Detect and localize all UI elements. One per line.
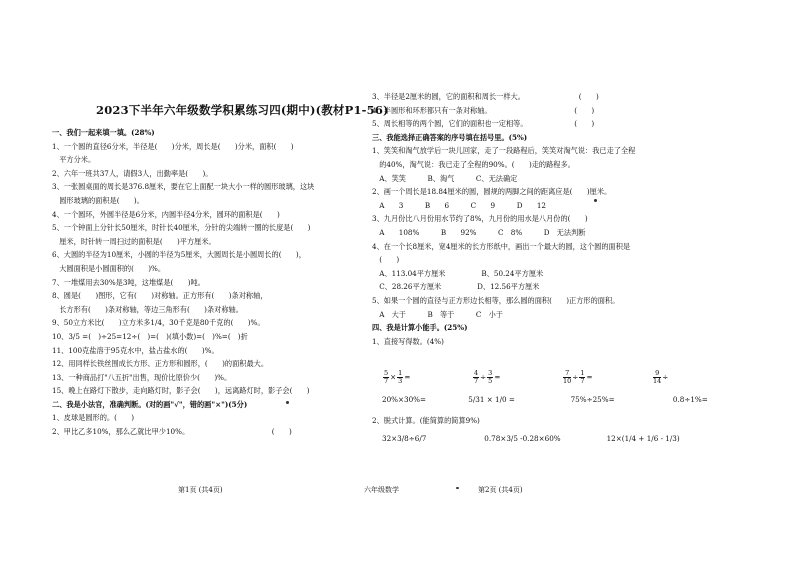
- left-question-line: 8、圆是( )图形，它有( )对称轴。正方形有( )条对称轴，: [52, 291, 268, 301]
- operator: ×: [390, 372, 397, 382]
- fraction: [579, 370, 585, 385]
- fraction: [473, 370, 479, 385]
- fraction-expression: [472, 370, 562, 385]
- footer-subject: 六年级数学: [364, 486, 399, 494]
- right-question-line: 4、半圆形和环形都只有一条对称轴。 ( ): [372, 105, 595, 115]
- right-question-line: 三、我能选择正确答案的序号填在括号里。(5%): [372, 132, 528, 142]
- fraction: [563, 370, 571, 385]
- fraction-expression: [562, 370, 652, 385]
- direct-calc-4: 0.8÷1%=: [672, 395, 708, 404]
- left-column: [52, 128, 370, 441]
- left-question-line: 11、100克盐溶于95克水中，盐占盐水的( )%。: [52, 345, 219, 355]
- right-question-line: A、笑笑 B、淘气 C、无法确定: [372, 173, 518, 183]
- left-question-line: 一、我们一起来填一填。(28%): [52, 128, 155, 137]
- left-question-line: 圆形玻璃的面积是( )。: [52, 195, 144, 205]
- left-question-line: 10、3/5 =( )÷25=12÷( )=( )(填小数)=( )%=( )折: [52, 331, 248, 341]
- right-question-line: 3、九月份比八月份用水节约了8%，九月份的用水是八月份的( ): [372, 214, 588, 224]
- denominator: 7: [580, 377, 585, 385]
- right-question-line: A 3 B 6 C 9 D 12: [372, 200, 546, 210]
- left-question-line: 二、我是小法官，准确判断。(对的画"√"，错的画"×")(5分): [52, 399, 248, 409]
- right-question-line: 2、画一个周长是18.84厘米的圆，圆规的两脚之间的距离应是( )厘米。: [372, 187, 612, 197]
- direct-calc-3: 75%÷25%=: [570, 395, 615, 404]
- fraction: [487, 370, 493, 385]
- right-column: [372, 92, 732, 350]
- left-question-line: 1、一个圆的直径6分米，半径是( )分米，周长是( )分米，面积( ): [52, 141, 294, 151]
- left-question-line: 3、一张圆桌面的周长是376.8厘米，要在它上面配一块大小一样的圆形玻璃，这块: [52, 182, 315, 192]
- denominator: 7: [384, 377, 389, 385]
- footer-page-left: 第1页 (共4页): [178, 486, 223, 494]
- stepwise-calc-row: [382, 434, 727, 443]
- numerator: 1: [398, 369, 403, 377]
- right-question-line: C、28.26平方厘米 D、12.56平方厘米: [372, 282, 540, 292]
- fraction-expression: [382, 370, 472, 385]
- right-question-line: 1、直接写得数。(4%): [372, 336, 444, 346]
- left-question-line: 长方形有( )条对称轴，等边三角形有( )条对称轴。: [52, 304, 243, 314]
- operator: ÷: [572, 372, 579, 382]
- denominator: 10: [563, 377, 572, 385]
- left-question-line: 12、用同样长铁丝围成长方形、正方形和圆形，( )的面积最大。: [52, 359, 269, 369]
- numerator: 9: [653, 370, 661, 378]
- equals-sign: =: [586, 372, 593, 382]
- operator: ÷: [662, 372, 669, 382]
- stepwise-calc-title: 2、脱式计算。(能简算的简算9%): [372, 416, 480, 425]
- numerator: 4: [474, 369, 479, 377]
- numerator: 7: [563, 370, 571, 378]
- left-question-line: 7、一堆煤用去30%是3吨，这堆煤是( )吨。: [52, 277, 205, 287]
- equals-sign: =: [494, 372, 501, 382]
- direct-calc-2: 5/31 × 1/0 =: [468, 395, 515, 404]
- direct-calc-row-1: [382, 370, 712, 385]
- right-question-line: A 大于 B 等于 C 小于: [372, 309, 503, 319]
- denominator: 7: [474, 377, 479, 385]
- left-question-line: 2、甲比乙多10%，那么乙就比甲少10%。 ( ): [52, 427, 292, 437]
- scan-speck: [594, 199, 597, 202]
- right-question-line: A、113.04平方厘米 B、50.24平方厘米: [372, 268, 544, 278]
- left-question-line: 1、皮球是圆形的。( ): [52, 413, 135, 423]
- left-question-line: 13、一种商品打"八五折"出售，现价比原价少( )%。: [52, 372, 232, 382]
- right-question-line: 四、我是计算小能手。(25%): [372, 323, 468, 333]
- left-question-line: 平方分米。: [52, 155, 96, 165]
- scan-speck: [286, 401, 289, 404]
- left-question-line: 15、晚上在路灯下散步，走向路灯时，影子会( )，远离路灯时，影子会( ): [52, 386, 310, 396]
- numerator: 3: [488, 369, 493, 377]
- right-question-line: 的40%，淘气说：我已走了全程的90%。( )走的路程多。: [372, 159, 575, 169]
- equals-sign: =: [404, 372, 411, 382]
- left-question-line: 4、一个圆环，外圆半径是6分米，内圆半径4分米，圆环的面积是( ): [52, 209, 280, 219]
- direct-calc-1: 20%×30%=: [382, 395, 426, 404]
- numerator: 5: [384, 369, 389, 377]
- stepwise-calc-3: 12×(1/4 + 1/6 - 1/3): [606, 434, 680, 443]
- left-question-line: 6、大圆的半径为10厘米，小圆的半径为5厘米，大圆周长是小圆周长的( )，: [52, 250, 306, 260]
- right-question-line: 1、笑笑和淘气放学后一块儿回家，走了一段路程后，笑笑对淘气说：我已走了全程: [372, 146, 636, 156]
- scan-speck: [456, 487, 459, 489]
- left-question-line: 厘米，时针转一周扫过的面积是( )平方厘米。: [52, 236, 216, 246]
- direct-calc-row-2: [382, 395, 733, 404]
- fraction: [653, 370, 661, 385]
- fraction: [397, 370, 403, 385]
- denominator: 14: [653, 377, 662, 385]
- left-question-line: 大圆面积是小圆面积的( )%。: [52, 263, 166, 273]
- stepwise-calc-2: 0.78×3/5 -0.28×60%: [484, 434, 561, 443]
- denominator: 3: [398, 377, 403, 385]
- exam-title: 2023下半年六年级数学积累练习四(期中)(教材P1-56): [96, 103, 389, 117]
- right-question-line: ( ): [372, 255, 400, 265]
- right-question-line: A 108% B 92% C 8% D 无法判断: [372, 227, 586, 237]
- left-question-line: 2、六年一班共37人，请假3人，出勤率是( )。: [52, 168, 213, 178]
- right-question-line: 3、半径是2厘米的圆，它的面积和周长一样大。 ( ): [372, 92, 599, 101]
- fraction: [383, 370, 389, 385]
- right-question-line: 5、如果一个圆的直径与正方形边长相等，那么圆的面积( )正方形的面积。: [372, 295, 620, 305]
- right-question-line: 4、在一个长8厘米，宽4厘米的长方形纸中，画出一个最大的圆，这个圆的面积是: [372, 241, 631, 251]
- denominator: 5: [488, 377, 493, 385]
- footer-page-right: 第2页 (共4页): [478, 486, 523, 494]
- left-question-line: 5、一个钟面上分针长50厘米，时针长40厘米，分针的尖端转一圈的长度是( ): [52, 223, 311, 233]
- left-question-line: 9、50立方米比( )立方米多1/4，30千克是80千克的( )%。: [52, 318, 265, 328]
- right-question-line: 5、周长相等的两个圆，它们的面积也一定相等。 ( ): [372, 119, 595, 129]
- fraction-expression: [652, 370, 712, 385]
- operator: ÷: [480, 372, 487, 382]
- stepwise-calc-1: 32×3/8÷6/7: [382, 434, 427, 443]
- numerator: 1: [580, 369, 585, 377]
